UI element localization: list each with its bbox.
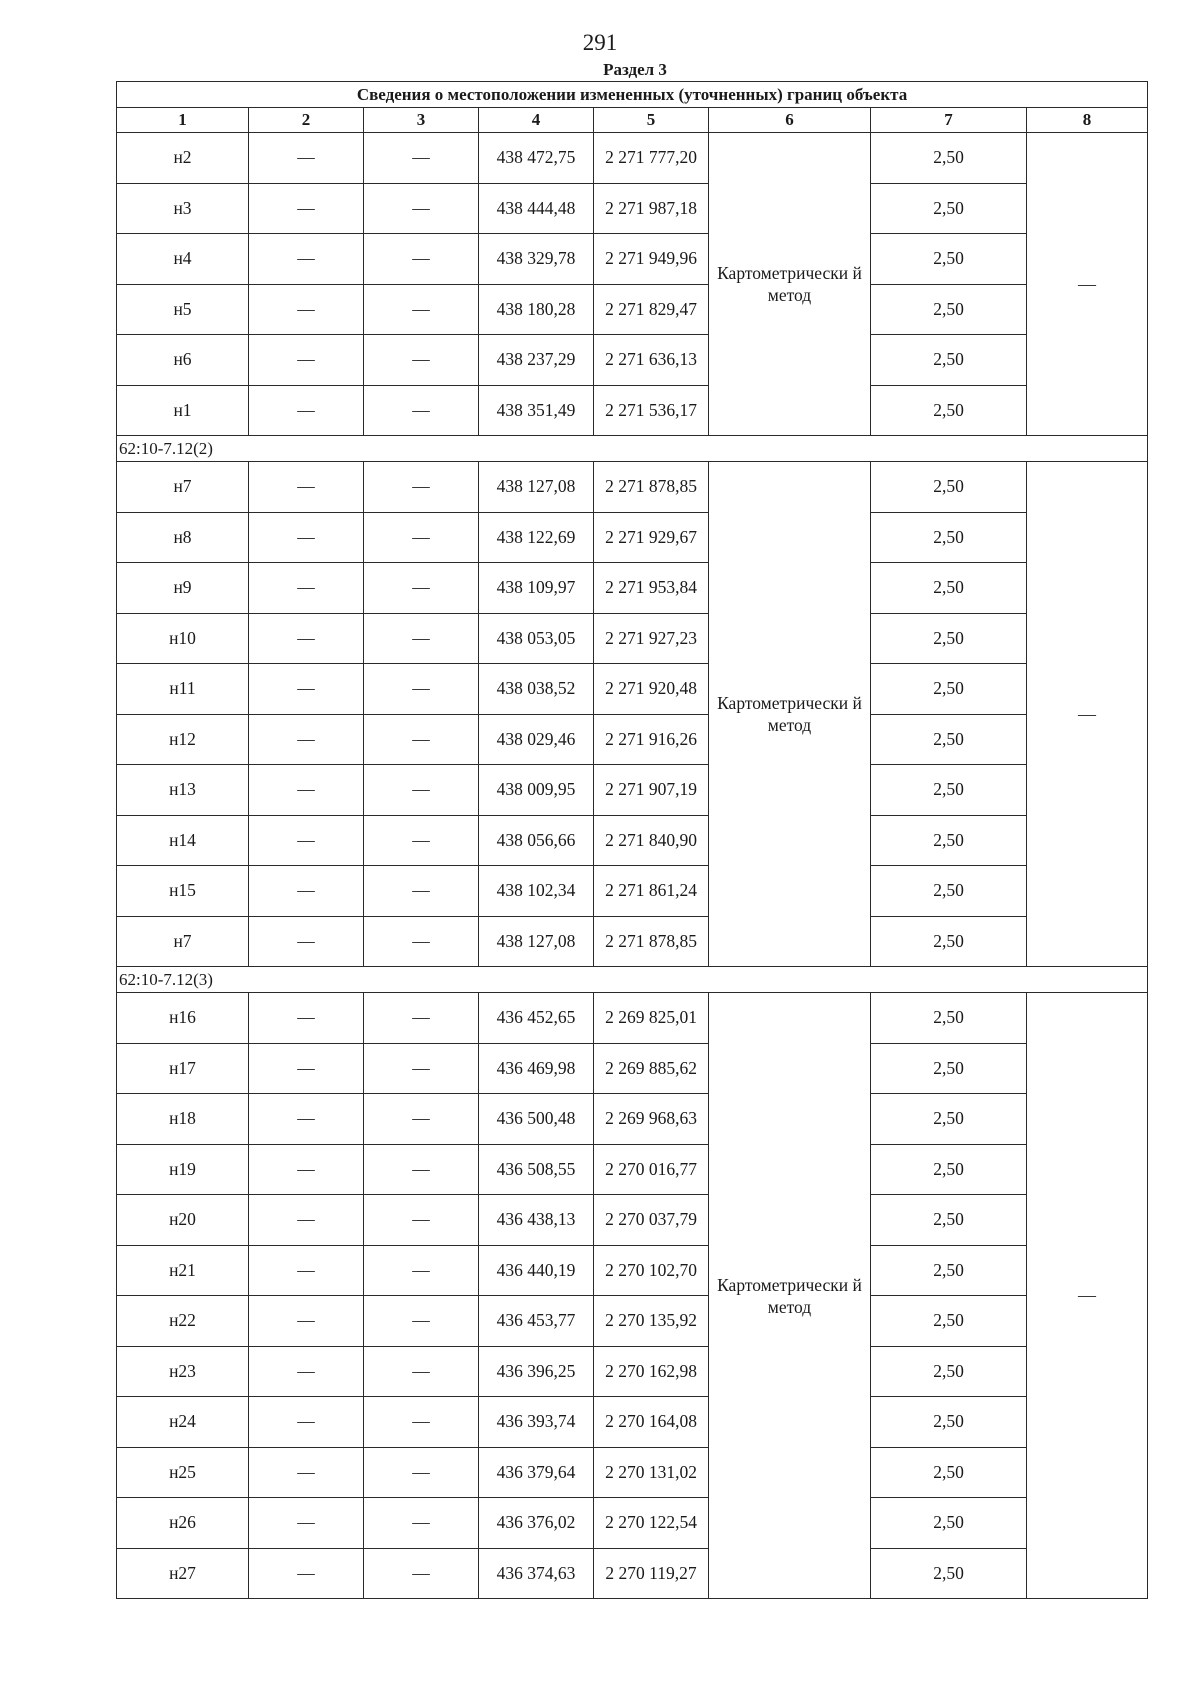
- accuracy-cell: 2,50: [871, 613, 1027, 664]
- accuracy-cell: 2,50: [871, 183, 1027, 234]
- col2-cell: —: [249, 183, 364, 234]
- table-row: [117, 183, 1148, 234]
- y-coordinate-cell: 2 270 164,08: [594, 1397, 709, 1448]
- col2-cell: —: [249, 1548, 364, 1599]
- y-coordinate-cell: 2 271 916,26: [594, 714, 709, 765]
- table-row: [117, 1447, 1148, 1498]
- y-coordinate-cell: 2 271 861,24: [594, 866, 709, 917]
- y-coordinate-cell: 2 271 829,47: [594, 284, 709, 335]
- y-coordinate-cell: 2 271 878,85: [594, 462, 709, 513]
- table-row: [117, 1094, 1148, 1145]
- accuracy-cell: 2,50: [871, 714, 1027, 765]
- accuracy-cell: 2,50: [871, 1346, 1027, 1397]
- column-header: 1: [117, 108, 249, 133]
- accuracy-cell: 2,50: [871, 993, 1027, 1044]
- y-coordinate-cell: 2 271 949,96: [594, 234, 709, 285]
- col2-cell: —: [249, 1397, 364, 1448]
- column-header: 3: [364, 108, 479, 133]
- x-coordinate-cell: 436 500,48: [479, 1094, 594, 1145]
- col3-cell: —: [364, 1397, 479, 1448]
- x-coordinate-cell: 438 351,49: [479, 385, 594, 436]
- col2-cell: —: [249, 563, 364, 614]
- col2-cell: —: [249, 335, 364, 386]
- y-coordinate-cell: 2 271 920,48: [594, 664, 709, 715]
- table-row: [117, 765, 1148, 816]
- col2-cell: —: [249, 714, 364, 765]
- point-cell: н13: [117, 765, 249, 816]
- col3-cell: —: [364, 664, 479, 715]
- table-row: [117, 462, 1148, 513]
- accuracy-cell: 2,50: [871, 664, 1027, 715]
- col3-cell: —: [364, 1447, 479, 1498]
- accuracy-cell: 2,50: [871, 1397, 1027, 1448]
- col2-cell: —: [249, 512, 364, 563]
- table-row: [117, 133, 1148, 184]
- col3-cell: —: [364, 133, 479, 184]
- col3-cell: —: [364, 1094, 479, 1145]
- col3-cell: —: [364, 462, 479, 513]
- group-label-row: [117, 967, 1148, 993]
- table-row: [117, 1397, 1148, 1448]
- y-coordinate-cell: 2 270 162,98: [594, 1346, 709, 1397]
- table-row: [117, 866, 1148, 917]
- group-label-row: [117, 436, 1148, 462]
- col2-cell: —: [249, 916, 364, 967]
- col2-cell: —: [249, 1043, 364, 1094]
- y-coordinate-cell: 2 271 929,67: [594, 512, 709, 563]
- y-coordinate-cell: 2 271 840,90: [594, 815, 709, 866]
- col3-cell: —: [364, 1144, 479, 1195]
- method-cell: Картометрически й метод: [709, 993, 871, 1599]
- col3-cell: —: [364, 866, 479, 917]
- col3-cell: —: [364, 613, 479, 664]
- table-row: [117, 1195, 1148, 1246]
- x-coordinate-cell: 436 453,77: [479, 1296, 594, 1347]
- point-cell: н8: [117, 512, 249, 563]
- y-coordinate-cell: 2 270 119,27: [594, 1548, 709, 1599]
- x-coordinate-cell: 438 009,95: [479, 765, 594, 816]
- x-coordinate-cell: 436 440,19: [479, 1245, 594, 1296]
- table-row: [117, 284, 1148, 335]
- column-header-row: [117, 108, 1148, 133]
- y-coordinate-cell: 2 271 777,20: [594, 133, 709, 184]
- table-row: [117, 563, 1148, 614]
- x-coordinate-cell: 438 102,34: [479, 866, 594, 917]
- col2-cell: —: [249, 284, 364, 335]
- y-coordinate-cell: 2 271 536,17: [594, 385, 709, 436]
- x-coordinate-cell: 438 122,69: [479, 512, 594, 563]
- table-row: [117, 993, 1148, 1044]
- section-title: Раздел 3: [603, 60, 667, 79]
- accuracy-cell: 2,50: [871, 866, 1027, 917]
- col3-cell: —: [364, 335, 479, 386]
- point-cell: н21: [117, 1245, 249, 1296]
- table-row: [117, 234, 1148, 285]
- point-cell: н17: [117, 1043, 249, 1094]
- y-coordinate-cell: 2 271 878,85: [594, 916, 709, 967]
- point-cell: н25: [117, 1447, 249, 1498]
- table-row: [117, 815, 1148, 866]
- col3-cell: —: [364, 284, 479, 335]
- point-cell: н19: [117, 1144, 249, 1195]
- point-cell: н26: [117, 1498, 249, 1549]
- accuracy-cell: 2,50: [871, 512, 1027, 563]
- col8-cell: —: [1027, 133, 1148, 436]
- table-row: [117, 335, 1148, 386]
- point-cell: н7: [117, 916, 249, 967]
- col2-cell: —: [249, 815, 364, 866]
- x-coordinate-cell: 438 329,78: [479, 234, 594, 285]
- x-coordinate-cell: 438 127,08: [479, 916, 594, 967]
- col2-cell: —: [249, 993, 364, 1044]
- x-coordinate-cell: 438 127,08: [479, 462, 594, 513]
- point-cell: н11: [117, 664, 249, 715]
- col2-cell: —: [249, 1447, 364, 1498]
- y-coordinate-cell: 2 269 825,01: [594, 993, 709, 1044]
- point-cell: н24: [117, 1397, 249, 1448]
- point-cell: н2: [117, 133, 249, 184]
- y-coordinate-cell: 2 271 953,84: [594, 563, 709, 614]
- x-coordinate-cell: 436 376,02: [479, 1498, 594, 1549]
- x-coordinate-cell: 436 469,98: [479, 1043, 594, 1094]
- col3-cell: —: [364, 234, 479, 285]
- point-cell: н10: [117, 613, 249, 664]
- x-coordinate-cell: 436 393,74: [479, 1397, 594, 1448]
- y-coordinate-cell: 2 271 636,13: [594, 335, 709, 386]
- point-cell: н9: [117, 563, 249, 614]
- table-row: [117, 613, 1148, 664]
- x-coordinate-cell: 436 379,64: [479, 1447, 594, 1498]
- point-cell: н23: [117, 1346, 249, 1397]
- col2-cell: —: [249, 133, 364, 184]
- x-coordinate-cell: 436 438,13: [479, 1195, 594, 1246]
- col2-cell: —: [249, 613, 364, 664]
- accuracy-cell: 2,50: [871, 1144, 1027, 1195]
- point-cell: н7: [117, 462, 249, 513]
- y-coordinate-cell: 2 269 968,63: [594, 1094, 709, 1145]
- col2-cell: —: [249, 866, 364, 917]
- col3-cell: —: [364, 1346, 479, 1397]
- table-caption-row: [117, 82, 1148, 108]
- x-coordinate-cell: 438 472,75: [479, 133, 594, 184]
- x-coordinate-cell: 436 452,65: [479, 993, 594, 1044]
- col3-cell: —: [364, 183, 479, 234]
- table-row: [117, 1498, 1148, 1549]
- group-label: 62:10-7.12(3): [117, 967, 1148, 993]
- table-row: [117, 1296, 1148, 1347]
- boundary-coordinates-table: [116, 81, 1148, 1599]
- y-coordinate-cell: 2 271 927,23: [594, 613, 709, 664]
- method-cell: Картометрически й метод: [709, 462, 871, 967]
- col3-cell: —: [364, 512, 479, 563]
- table-row: [117, 916, 1148, 967]
- point-cell: н1: [117, 385, 249, 436]
- table-row: [117, 385, 1148, 436]
- y-coordinate-cell: 2 270 016,77: [594, 1144, 709, 1195]
- x-coordinate-cell: 438 109,97: [479, 563, 594, 614]
- point-cell: н3: [117, 183, 249, 234]
- accuracy-cell: 2,50: [871, 1043, 1027, 1094]
- x-coordinate-cell: 436 374,63: [479, 1548, 594, 1599]
- y-coordinate-cell: 2 271 907,19: [594, 765, 709, 816]
- table-caption: Сведения о местоположении измененных (уточненных) границ объекта: [117, 82, 1148, 108]
- col3-cell: —: [364, 563, 479, 614]
- point-cell: н22: [117, 1296, 249, 1347]
- y-coordinate-cell: 2 269 885,62: [594, 1043, 709, 1094]
- col3-cell: —: [364, 1548, 479, 1599]
- col3-cell: —: [364, 815, 479, 866]
- y-coordinate-cell: 2 270 037,79: [594, 1195, 709, 1246]
- col2-cell: —: [249, 1144, 364, 1195]
- group-label: 62:10-7.12(2): [117, 436, 1148, 462]
- col8-cell: —: [1027, 993, 1148, 1599]
- accuracy-cell: 2,50: [871, 234, 1027, 285]
- x-coordinate-cell: 438 053,05: [479, 613, 594, 664]
- y-coordinate-cell: 2 270 122,54: [594, 1498, 709, 1549]
- y-coordinate-cell: 2 270 102,70: [594, 1245, 709, 1296]
- table-row: [117, 1548, 1148, 1599]
- point-cell: н27: [117, 1548, 249, 1599]
- accuracy-cell: 2,50: [871, 765, 1027, 816]
- table-row: [117, 1245, 1148, 1296]
- point-cell: н20: [117, 1195, 249, 1246]
- col3-cell: —: [364, 916, 479, 967]
- table-row: [117, 512, 1148, 563]
- x-coordinate-cell: 438 038,52: [479, 664, 594, 715]
- point-cell: н16: [117, 993, 249, 1044]
- point-cell: н6: [117, 335, 249, 386]
- accuracy-cell: 2,50: [871, 1195, 1027, 1246]
- column-header: 4: [479, 108, 594, 133]
- accuracy-cell: 2,50: [871, 335, 1027, 386]
- col2-cell: —: [249, 1094, 364, 1145]
- accuracy-cell: 2,50: [871, 1548, 1027, 1599]
- col2-cell: —: [249, 1296, 364, 1347]
- col2-cell: —: [249, 664, 364, 715]
- col3-cell: —: [364, 714, 479, 765]
- point-cell: н14: [117, 815, 249, 866]
- x-coordinate-cell: 436 396,25: [479, 1346, 594, 1397]
- table-row: [117, 1346, 1148, 1397]
- col2-cell: —: [249, 1245, 364, 1296]
- y-coordinate-cell: 2 270 135,92: [594, 1296, 709, 1347]
- point-cell: н18: [117, 1094, 249, 1145]
- point-cell: н5: [117, 284, 249, 335]
- col3-cell: —: [364, 765, 479, 816]
- col2-cell: —: [249, 385, 364, 436]
- accuracy-cell: 2,50: [871, 1094, 1027, 1145]
- col3-cell: —: [364, 1195, 479, 1246]
- col3-cell: —: [364, 385, 479, 436]
- col2-cell: —: [249, 765, 364, 816]
- page-number: 291: [582, 30, 618, 55]
- y-coordinate-cell: 2 271 987,18: [594, 183, 709, 234]
- x-coordinate-cell: 436 508,55: [479, 1144, 594, 1195]
- x-coordinate-cell: 438 444,48: [479, 183, 594, 234]
- col2-cell: —: [249, 234, 364, 285]
- x-coordinate-cell: 438 056,66: [479, 815, 594, 866]
- col3-cell: —: [364, 1245, 479, 1296]
- x-coordinate-cell: 438 180,28: [479, 284, 594, 335]
- x-coordinate-cell: 438 237,29: [479, 335, 594, 386]
- col2-cell: —: [249, 1195, 364, 1246]
- accuracy-cell: 2,50: [871, 284, 1027, 335]
- accuracy-cell: 2,50: [871, 1498, 1027, 1549]
- column-header: 2: [249, 108, 364, 133]
- accuracy-cell: 2,50: [871, 462, 1027, 513]
- col8-cell: —: [1027, 462, 1148, 967]
- col3-cell: —: [364, 1296, 479, 1347]
- column-header: 5: [594, 108, 709, 133]
- col2-cell: —: [249, 1346, 364, 1397]
- accuracy-cell: 2,50: [871, 563, 1027, 614]
- x-coordinate-cell: 438 029,46: [479, 714, 594, 765]
- col2-cell: —: [249, 1498, 364, 1549]
- point-cell: н15: [117, 866, 249, 917]
- accuracy-cell: 2,50: [871, 1296, 1027, 1347]
- accuracy-cell: 2,50: [871, 1245, 1027, 1296]
- accuracy-cell: 2,50: [871, 815, 1027, 866]
- point-cell: н4: [117, 234, 249, 285]
- column-header: 7: [871, 108, 1027, 133]
- column-header: 6: [709, 108, 871, 133]
- accuracy-cell: 2,50: [871, 133, 1027, 184]
- table-row: [117, 1144, 1148, 1195]
- point-cell: н12: [117, 714, 249, 765]
- table-row: [117, 664, 1148, 715]
- col3-cell: —: [364, 1043, 479, 1094]
- y-coordinate-cell: 2 270 131,02: [594, 1447, 709, 1498]
- accuracy-cell: 2,50: [871, 385, 1027, 436]
- accuracy-cell: 2,50: [871, 1447, 1027, 1498]
- method-cell: Картометрически й метод: [709, 133, 871, 436]
- table-row: [117, 1043, 1148, 1094]
- accuracy-cell: 2,50: [871, 916, 1027, 967]
- col3-cell: —: [364, 993, 479, 1044]
- col2-cell: —: [249, 462, 364, 513]
- table-row: [117, 714, 1148, 765]
- col3-cell: —: [364, 1498, 479, 1549]
- column-header: 8: [1027, 108, 1148, 133]
